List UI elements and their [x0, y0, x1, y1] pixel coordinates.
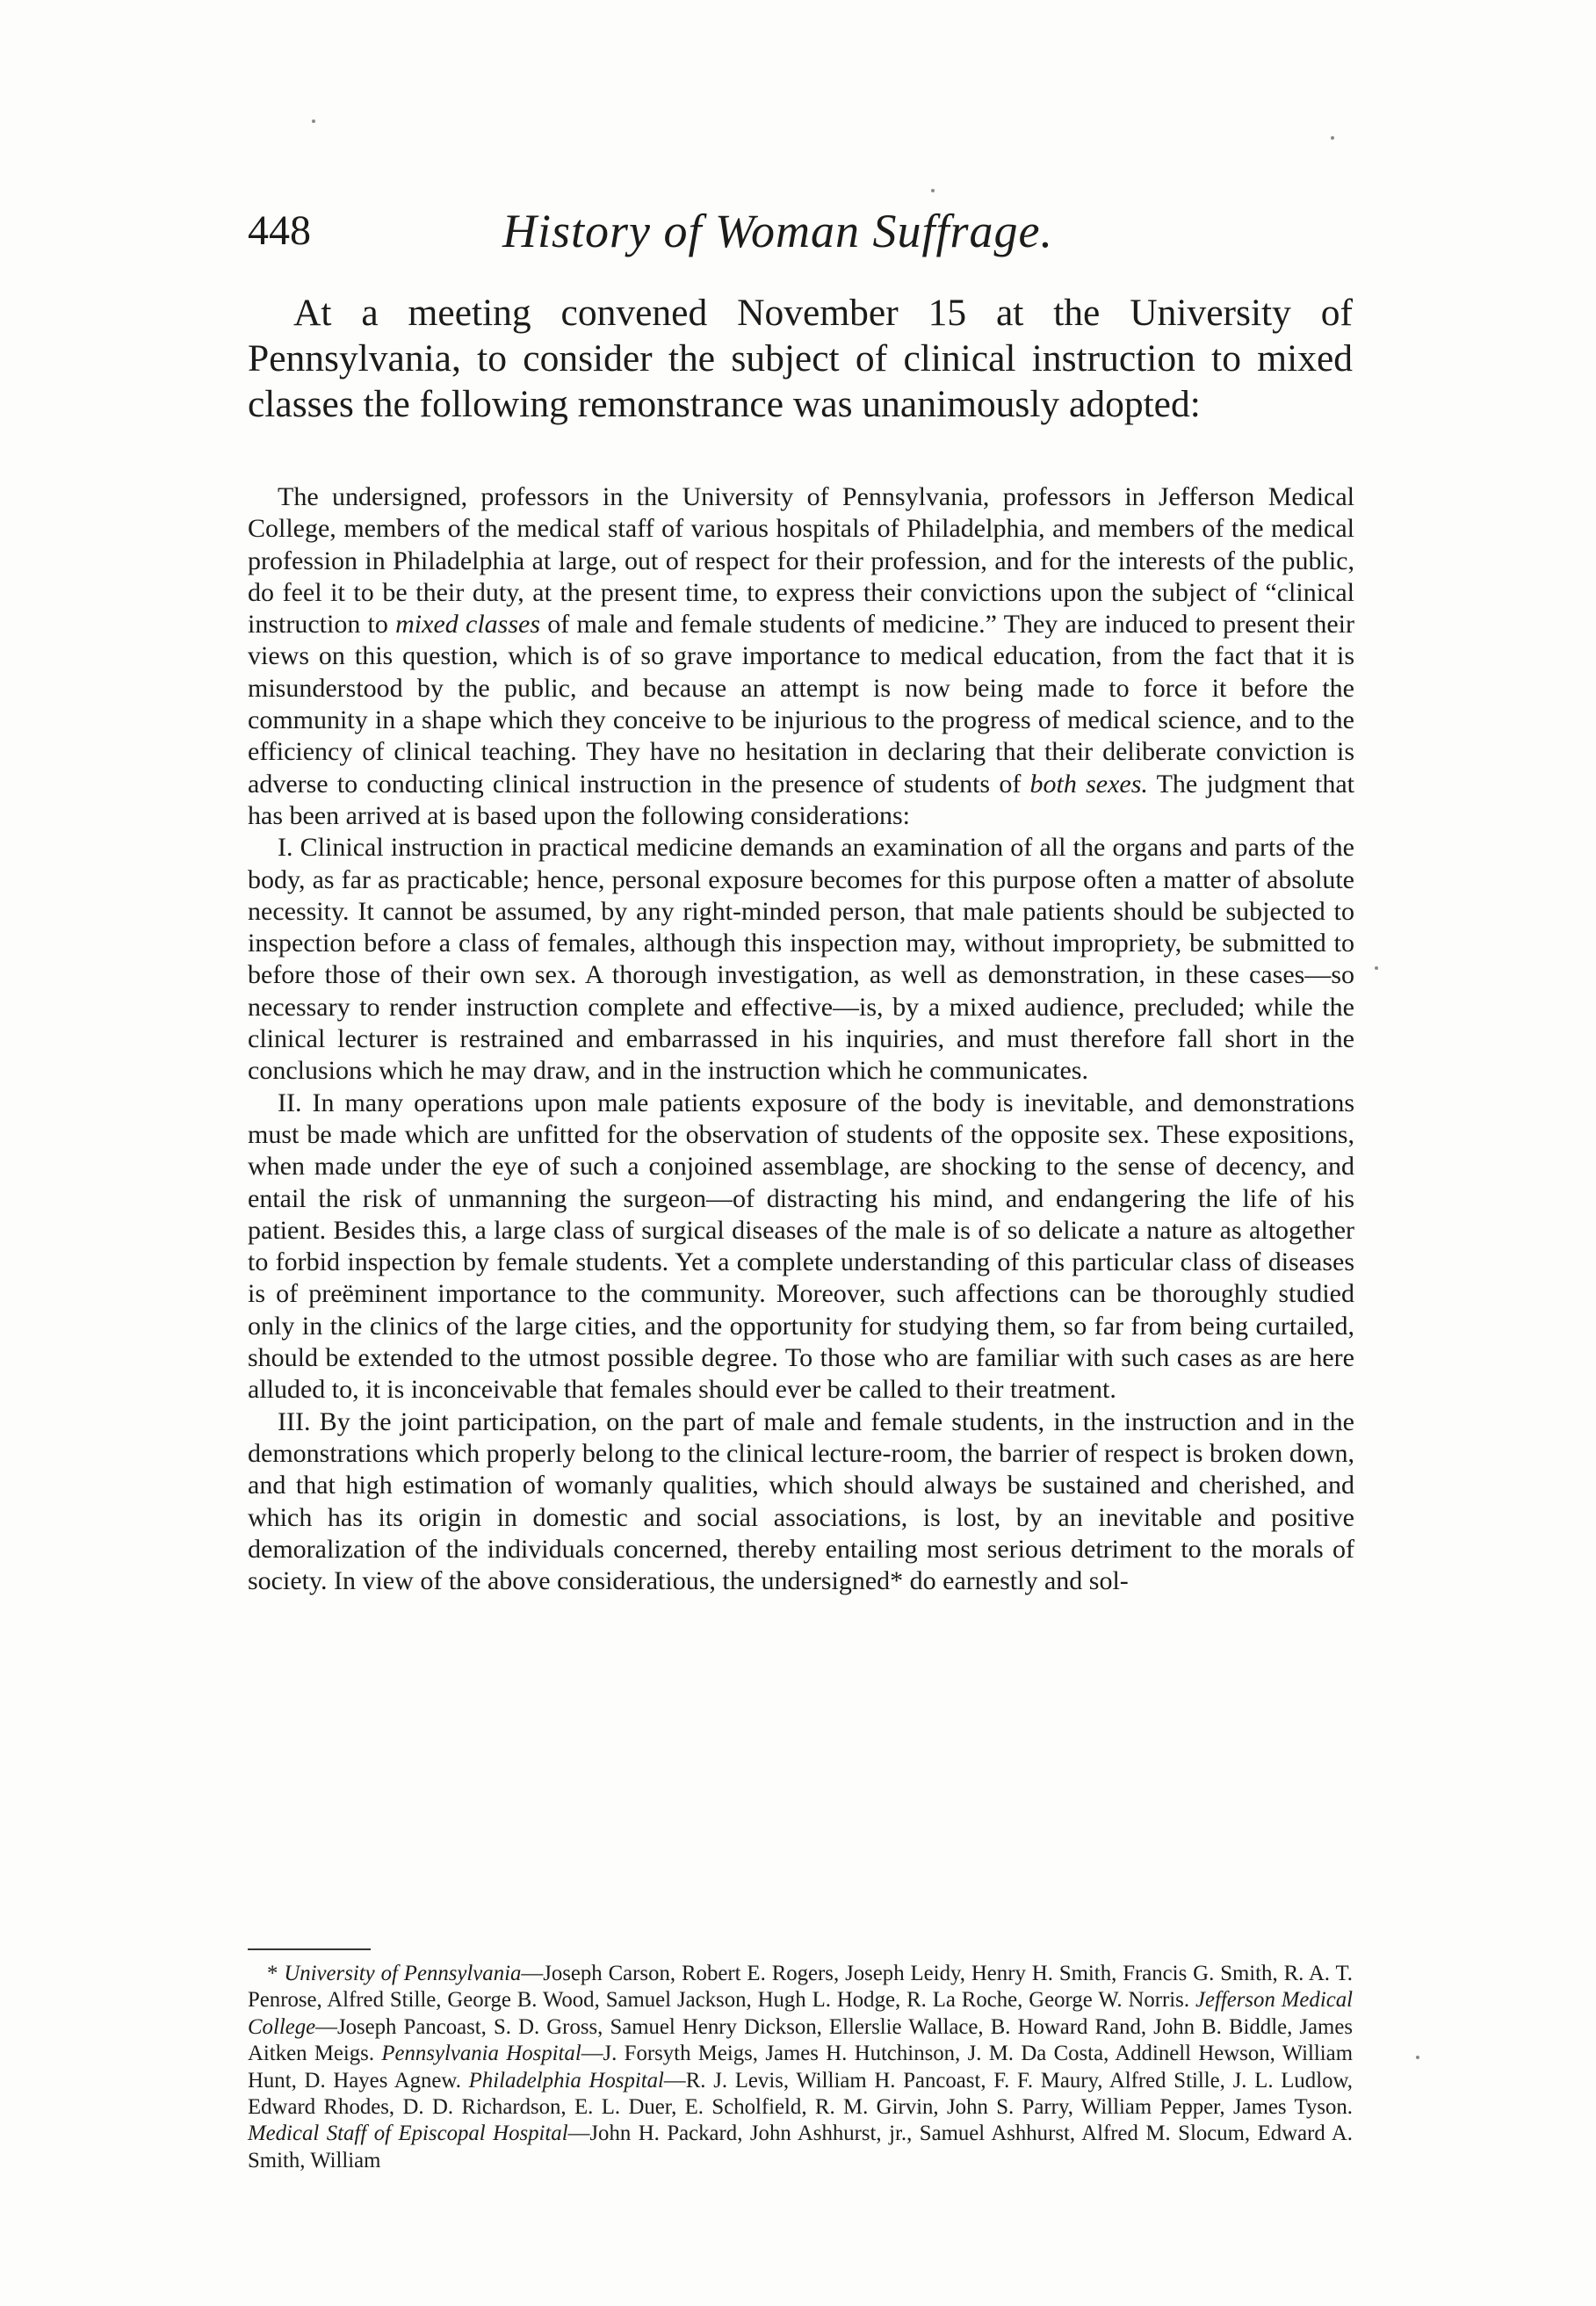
footnote-rule	[248, 1948, 371, 1950]
page-number: 448	[248, 207, 311, 254]
intro-paragraph: At a meeting convened November 15 at the University of Pennsylvania, to consider the subject of clinical instruction to mixed classes the following remonstrance was unanimously adopted:	[248, 292, 1353, 425]
footnote: * University of Pennsylvania—Joseph Carson, Robert E. Rogers, Joseph Leidy, Henry H. Smith, Francis G. Smith, R. A. T. Penrose, Alfred Stille, George B. Wood, Samuel Jackson, Hugh L. Hodge, R. La Roche, George W. Norris. Jefferson Medical College—Joseph Pancoast, S. D. Gross, Samuel Henry Dickson, Ellerslie Wallace, B. Howard Rand, John B. Biddle, James Aitken Meigs. Pennsylvania Hospital—J. Forsyth Meigs, James H. Hutchinson, J. M. Da Costa, Addinell Hewson, William Hunt, D. Hayes Agnew. Philadelphia Hospital—R. J. Levis, William H. Pancoast, F. F. Maury, Alfred Stille, J. L. Ludlow, Edward Rhodes, D. D. Richardson, E. L. Duer, E. Scholfield, R. M. Girvin, John S. Parry, William Pepper, James Tyson. Medical Staff of Episcopal Hospital—John H. Packard, John Ashhurst, jr., Samuel Ashhurst, Alfred M. Slocum, Edward A. Smith, William	[248, 1962, 1353, 2172]
scan-speck	[1331, 136, 1334, 140]
remonstrance-paragraph-iii: III. By the joint participation, on the part of male and female students, in the instruction and in the demonstrations which properly belong to the clinical lecture-room, the barrier of respect is broken down, and that high estimation of womanly qualities, which should always be sustained and cherished, and which has its origin in domestic and social associations, is lost, by an inevitable and positive demoralization of the individuals concerned, thereby entailing most serious detriment to the morals of society. In view of the above consideratious, the undersigned* do earnestly and sol-	[248, 1406, 1354, 1596]
remonstrance-paragraph-i: I. Clinical instruction in practical medicine demands an examination of all the organs and parts of the body, as far as practicable; hence, personal exposure becomes for this purpose often a matter of absolute necessity. It cannot be assumed, by any right-minded person, that male patients should be subjected to inspection before a class of females, although this inspection may, without impropriety, be submitted to before those of their own sex. A thorough investigation, as well as demonstration, in these cases—so necessary to render instruction complete and effective—is, by a mixed audience, precluded; while the clinical lecturer is restrained and embarrassed in his inquiries, and must therefore fall short in the conclusions which he may draw, and in the instruction which he communicates.	[248, 833, 1354, 1086]
scan-speck	[931, 189, 935, 192]
remonstrance-paragraph-preamble: The undersigned, professors in the University of Pennsylvania, professors in Jefferson Medical College, members of the medical staff of various hospitals of Philadelphia, and members of the medical profession in Philadelphia at large, out of respect for their profession, and for the interests of the public, do feel it to be their duty, at the present time, to express their convictions upon the subject of “clinical instruction to mixed classes of male and female students of medicine.” They are induced to present their views on this question, which is of so grave importance to medical education, from the fact that it is misunderstood by the public, and because an attempt is now being made to force it before the community in a shape which they conceive to be injurious to the progress of medical science, and to the efficiency of clinical teaching. They have no hesitation in declaring that their deliberate conviction is adverse to conducting clinical instruction in the presence of students of both sexes. The judgment that has been arrived at is based upon the following considerations:	[248, 482, 1355, 830]
scan-speck	[1416, 2056, 1419, 2059]
scan-speck	[312, 119, 315, 123]
running-head	[248, 200, 1354, 262]
remonstrance-text	[248, 481, 1354, 1597]
scan-speck	[1375, 966, 1378, 970]
remonstrance-paragraph-ii: II. In many operations upon male patients exposure of the body is inevitable, and demonstrations must be made which are unfitted for the observation of students of the opposite sex. These expositions, when made under the eye of such a conjoined assemblage, are shocking to the sense of decency, and entail the risk of unmanning the surgeon—of distracting his mind, and endangering the life of his patient. Besides this, a large class of surgical diseases of the male is of so delicate a nature as altogether to forbid inspection by female students. Yet a complete understanding of this particular class of diseases is of preëminent importance to the community. Moreover, such affections can be thoroughly studied only in the clinics of the large cities, and the opportunity for studying them, so far from being curtailed, should be extended to the utmost possible degree. To those who are familiar with such cases as are here alluded to, it is inconceivable that females should ever be called to their treatment.	[248, 1088, 1354, 1405]
running-title: History of Woman Suffrage.	[502, 205, 1054, 257]
